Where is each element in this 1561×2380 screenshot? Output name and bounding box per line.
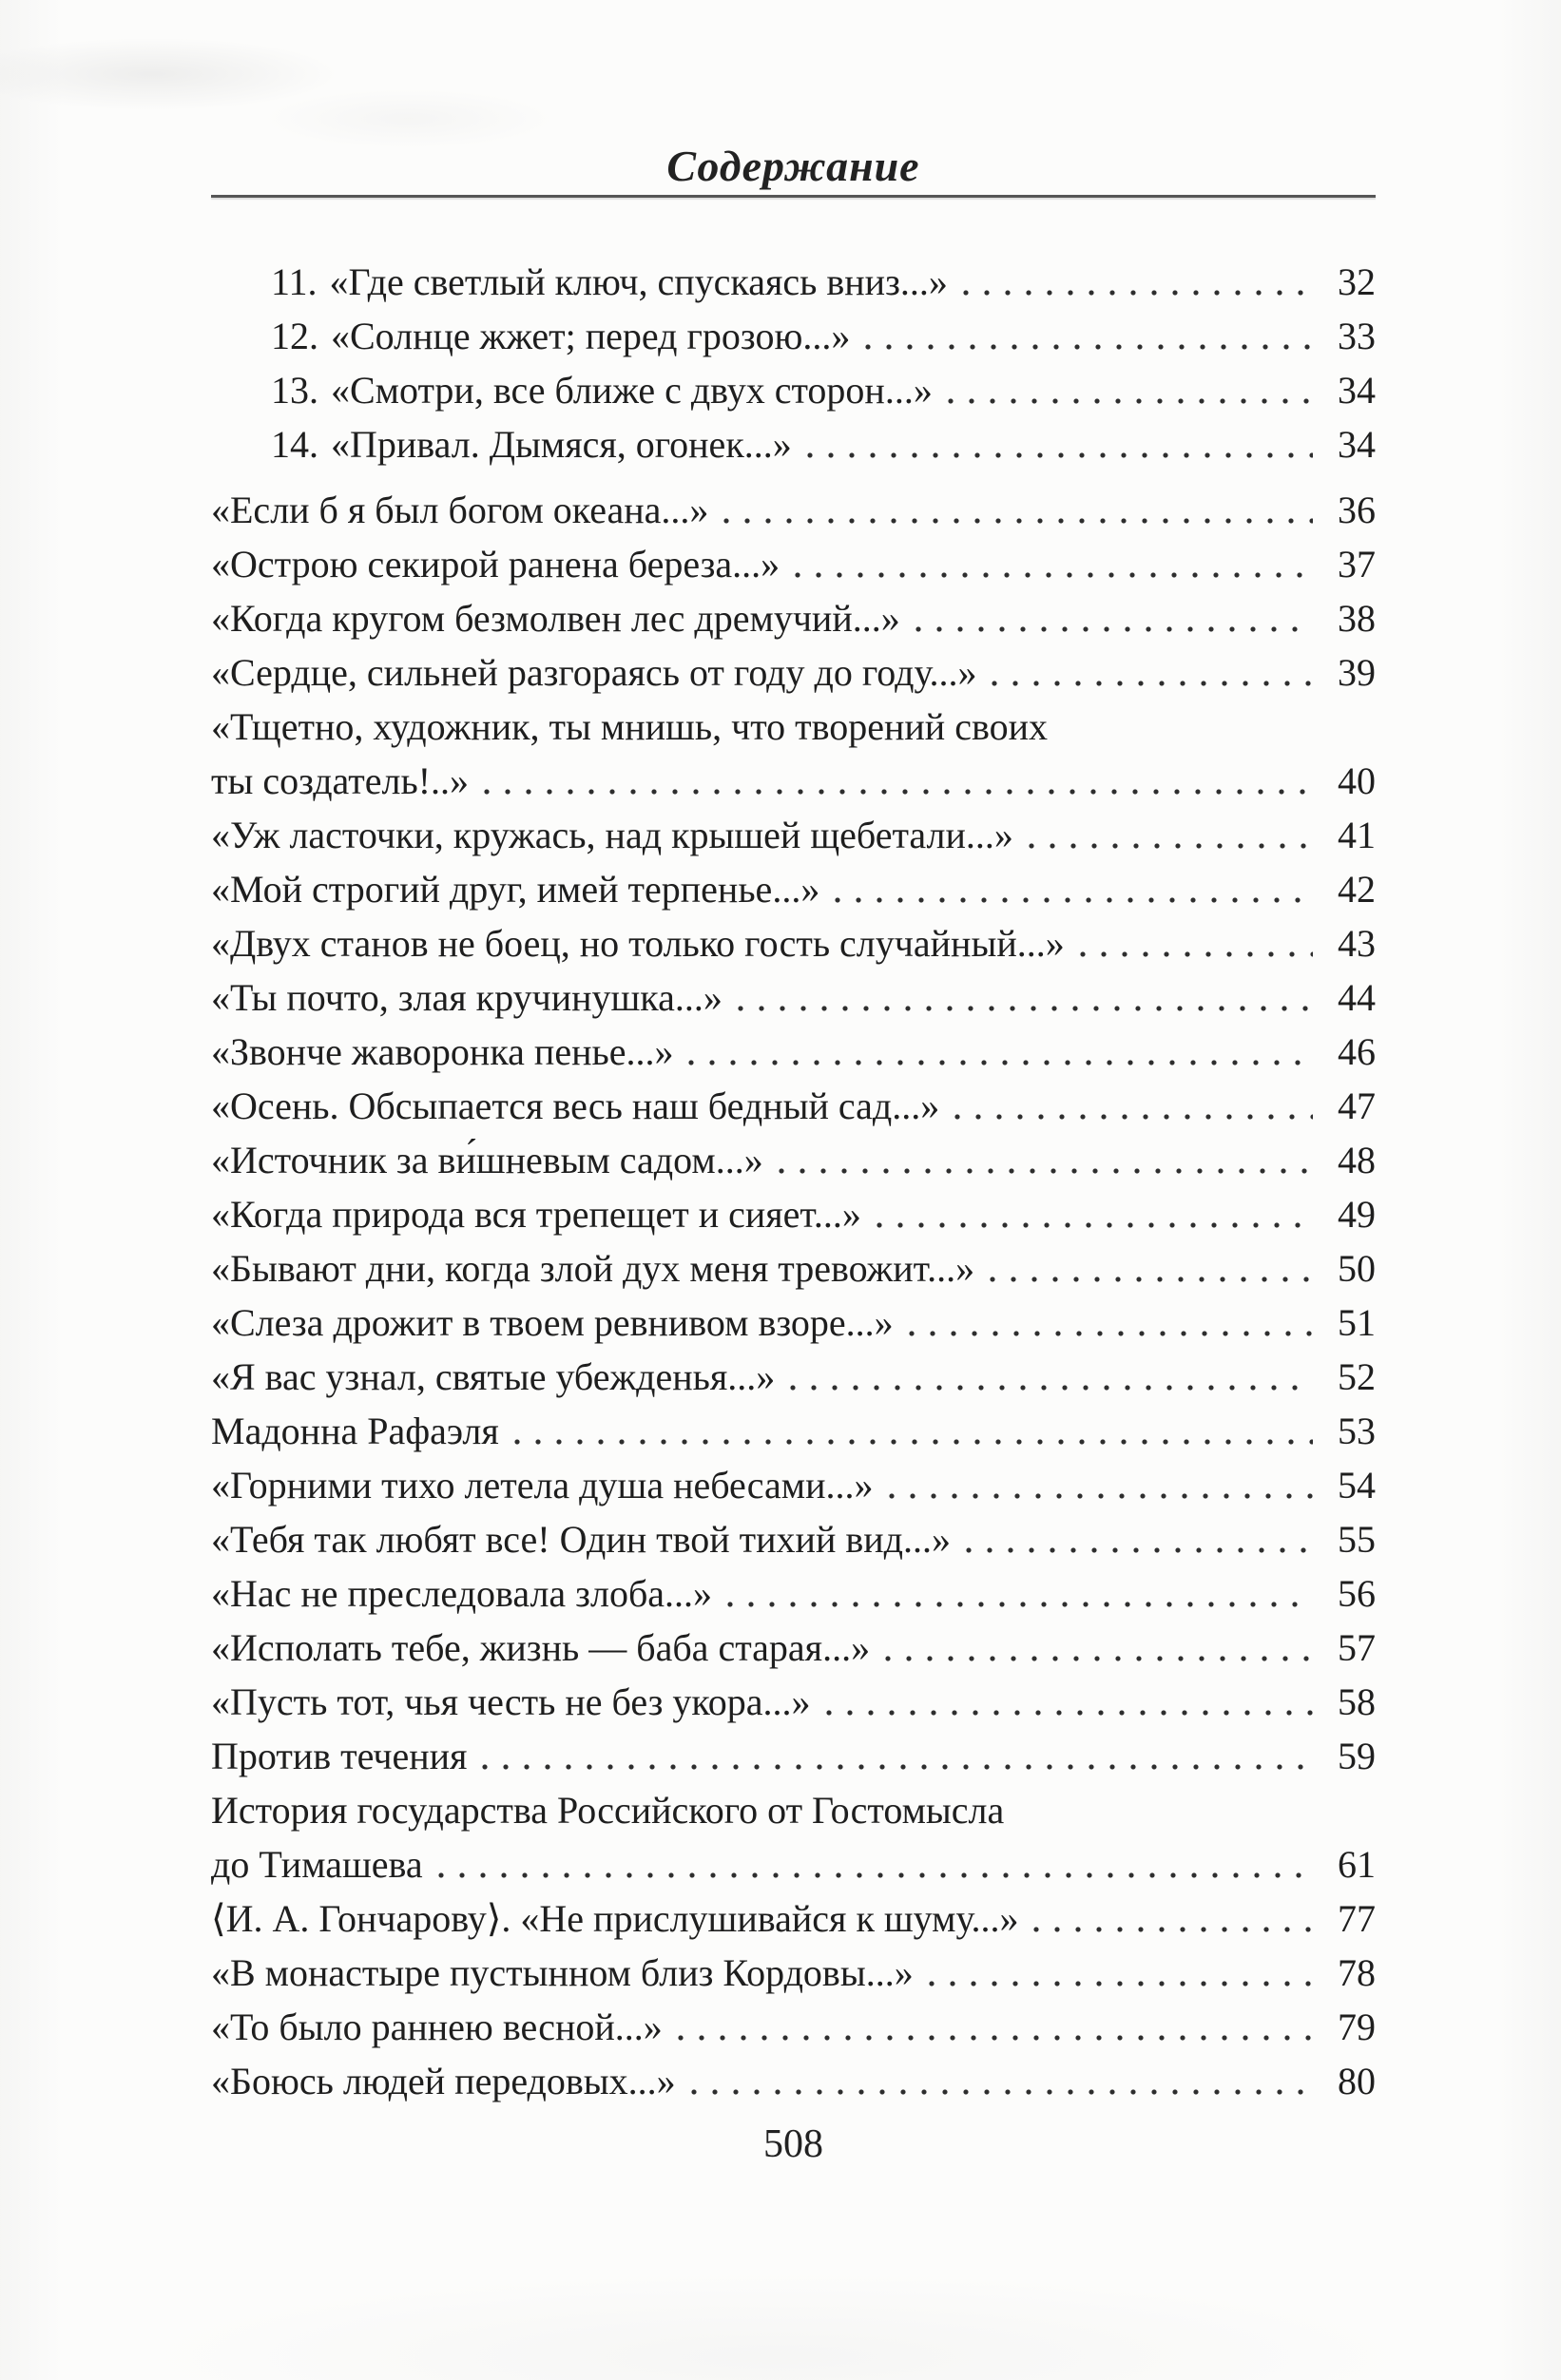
dot-leader <box>670 2000 1313 2054</box>
toc-entry-row <box>211 255 1376 309</box>
toc-entry-row <box>211 1241 1376 1296</box>
toc-entry-row <box>211 1566 1376 1621</box>
dot-leader <box>1021 808 1313 862</box>
toc-entry-label: «Пусть тот, чья честь не без укора...» <box>211 1680 811 1723</box>
toc-entry-page: 78 <box>1338 1951 1376 1994</box>
toc-entry-label: «Тебя так любят все! Один твой тихий вид...» <box>211 1518 951 1561</box>
toc-entry <box>211 1675 1376 1729</box>
toc-entry-row <box>211 1783 1376 1837</box>
toc-entry <box>211 1133 1376 1187</box>
toc-entry-label: ты создатель!..» <box>211 759 470 802</box>
toc-entry-row <box>211 754 1376 808</box>
toc-entry-row <box>211 2054 1376 2108</box>
toc-entry-row <box>211 700 1376 754</box>
dot-leader <box>877 1621 1313 1675</box>
toc-entry-label: ⟨И. А. Гончарову⟩. «Не прислушивайся к шуму...» <box>211 1897 1019 1940</box>
toc-entry-label: «Мой строгий друг, имей терпенье...» <box>211 868 820 911</box>
toc-entry-page: 52 <box>1338 1355 1376 1398</box>
dot-leader <box>681 1025 1313 1079</box>
toc-entry-page: 59 <box>1338 1735 1376 1777</box>
toc-entry-row <box>211 309 1376 363</box>
toc-entry-row <box>211 862 1376 916</box>
toc-entry-page: 55 <box>1338 1518 1376 1561</box>
toc-entry-label: «Слеза дрожит в твоем ревнивом взоре...» <box>211 1301 894 1344</box>
toc-entry <box>211 1404 1376 1458</box>
dot-leader <box>1026 1891 1313 1946</box>
toc-entry <box>211 700 1376 808</box>
toc-entry <box>211 363 1376 417</box>
toc-entry-label: «Осень. Обсыпается весь наш бедный сад...» <box>211 1084 940 1127</box>
toc-entry <box>211 1891 1376 1946</box>
page-content <box>211 0 1376 2108</box>
toc-entry-row <box>211 645 1376 700</box>
toc-entry-row <box>211 916 1376 970</box>
dot-leader <box>955 255 1313 309</box>
toc-entry-label: «Когда природа вся трепещет и сияет...» <box>211 1193 861 1236</box>
toc-entry-page: 51 <box>1338 1301 1376 1344</box>
toc-entry-page: 36 <box>1338 489 1376 531</box>
toc-entry-row <box>211 970 1376 1025</box>
toc-entry-row <box>211 1133 1376 1187</box>
toc-entry <box>211 255 1376 309</box>
toc-entry-row <box>211 1891 1376 1946</box>
toc-list <box>211 255 1376 2108</box>
dot-leader <box>431 1837 1313 1891</box>
toc-entry-page: 57 <box>1338 1626 1376 1669</box>
toc-entry-row <box>211 537 1376 591</box>
toc-entry-page: 43 <box>1338 922 1376 965</box>
toc-entry-label: «В монастыре пустынном близ Кордовы...» <box>211 1951 914 1994</box>
dot-leader <box>947 1079 1313 1133</box>
toc-entry-page: 46 <box>1338 1030 1376 1073</box>
toc-entry-label: «Источник за ви́шневым садом...» <box>211 1139 763 1181</box>
dot-leader <box>476 754 1313 808</box>
toc-entry-row <box>211 1512 1376 1566</box>
dot-leader <box>730 970 1313 1025</box>
dot-leader <box>921 1946 1313 2000</box>
toc-entry <box>211 645 1376 700</box>
toc-entry-page: 56 <box>1338 1572 1376 1615</box>
toc-entry <box>211 916 1376 970</box>
toc-entry <box>211 970 1376 1025</box>
dot-leader <box>771 1133 1313 1187</box>
toc-entry-row <box>211 1458 1376 1512</box>
toc-entry-page: 40 <box>1338 759 1376 802</box>
toc-entry-row <box>211 363 1376 417</box>
dot-leader <box>940 363 1313 417</box>
dot-leader <box>901 1296 1313 1350</box>
page-header <box>211 0 1376 198</box>
dot-leader <box>958 1512 1313 1566</box>
dot-leader <box>1072 916 1313 970</box>
toc-entry-label: «Смотри, все ближе с двух сторон...» <box>331 369 933 412</box>
toc-entry-row <box>211 1729 1376 1783</box>
toc-entry-label: «Уж ласточки, кружась, над крышей щебетали...» <box>211 814 1013 856</box>
toc-entry <box>211 1187 1376 1241</box>
toc-entry-label: «Бывают дни, когда злой дух меня тревожит...» <box>211 1247 975 1290</box>
toc-entry-label: «Острою секирой ранена береза...» <box>211 543 780 585</box>
toc-entry-number: 14. <box>271 423 318 466</box>
toc-entry-row <box>211 1675 1376 1729</box>
toc-entry-page: 58 <box>1338 1680 1376 1723</box>
toc-entry-label: до Тимашева <box>211 1843 423 1886</box>
toc-entry-label: «Ты почто, злая кручинушка...» <box>211 976 723 1019</box>
toc-entry <box>211 1025 1376 1079</box>
toc-entry <box>211 1241 1376 1296</box>
dot-leader <box>716 483 1313 537</box>
toc-entry-label: «Тщетно, художник, ты мнишь, что творений своих <box>211 705 1048 748</box>
toc-entry-row <box>211 808 1376 862</box>
toc-entry-page: 77 <box>1338 1897 1376 1940</box>
toc-entry-label: «Когда кругом безмолвен лес дремучий...» <box>211 597 900 640</box>
dot-leader <box>800 417 1313 471</box>
toc-entry <box>211 808 1376 862</box>
toc-entry-label: «Горними тихо летела душа небесами...» <box>211 1464 874 1507</box>
toc-entry-label: «Я вас узнал, святые убежденья...» <box>211 1355 776 1398</box>
dot-leader <box>819 1675 1313 1729</box>
toc-entry-row <box>211 1079 1376 1133</box>
page-title: Содержание <box>666 142 920 190</box>
toc-entry <box>211 1566 1376 1621</box>
dot-leader <box>908 591 1313 645</box>
toc-entry-number: 12. <box>271 315 318 357</box>
toc-entry-page: 53 <box>1338 1410 1376 1452</box>
toc-entry-row <box>211 1296 1376 1350</box>
toc-entry-page: 47 <box>1338 1084 1376 1127</box>
toc-entry-page: 49 <box>1338 1193 1376 1236</box>
dot-leader <box>474 1729 1313 1783</box>
toc-entry-row <box>211 483 1376 537</box>
toc-entry-label: «Сердце, сильней разгораясь от году до году...» <box>211 651 977 694</box>
toc-entry <box>211 862 1376 916</box>
toc-entry <box>211 2054 1376 2108</box>
toc-entry-row <box>211 1946 1376 2000</box>
toc-entry-row <box>211 1350 1376 1404</box>
toc-entry-page: 44 <box>1338 976 1376 1019</box>
toc-entry <box>211 1783 1376 1891</box>
toc-entry <box>211 1296 1376 1350</box>
toc-entry-number: 13. <box>271 369 318 412</box>
toc-entry <box>211 417 1376 471</box>
toc-entry <box>211 2000 1376 2054</box>
toc-entry-row <box>211 1621 1376 1675</box>
dot-leader <box>787 537 1313 591</box>
toc-entry-label: «Нас не преследовала злоба...» <box>211 1572 713 1615</box>
dot-leader <box>982 1241 1313 1296</box>
toc-entry-page: 39 <box>1338 651 1376 694</box>
toc-entry-label: «Боюсь людей передовых...» <box>211 2060 676 2102</box>
dot-leader <box>881 1458 1313 1512</box>
toc-entry <box>211 1350 1376 1404</box>
toc-entry <box>211 1729 1376 1783</box>
toc-entry-label: «Где светлый ключ, спускаясь вниз...» <box>329 260 948 303</box>
page-footer <box>211 2121 1376 2167</box>
toc-entry-label: «Солнце жжет; перед грозою...» <box>331 315 851 357</box>
toc-entry-row <box>211 1187 1376 1241</box>
toc-entry-label: «То было раннею весной...» <box>211 2006 663 2048</box>
toc-entry-label: «Если б я был богом океана...» <box>211 489 709 531</box>
toc-entry-row <box>211 1837 1376 1891</box>
toc-entry-page: 80 <box>1338 2060 1376 2102</box>
dot-leader <box>869 1187 1313 1241</box>
toc-entry-row <box>211 1025 1376 1079</box>
page-number: 508 <box>763 2122 823 2166</box>
header-rule <box>211 195 1376 198</box>
toc-entry <box>211 1946 1376 2000</box>
toc-entry-page: 37 <box>1338 543 1376 585</box>
toc-entry-page: 54 <box>1338 1464 1376 1507</box>
dot-leader <box>984 645 1313 700</box>
toc-entry-label: «Звонче жаворонка пенье...» <box>211 1030 674 1073</box>
toc-entry <box>211 1458 1376 1512</box>
toc-entry-page: 38 <box>1338 597 1376 640</box>
toc-entry-label: «Исполать тебе, жизнь — баба старая...» <box>211 1626 871 1669</box>
toc-entry-label: История государства Российского от Гостомысла <box>211 1789 1005 1832</box>
toc-entry <box>211 537 1376 591</box>
dot-leader <box>782 1350 1313 1404</box>
toc-entry <box>211 591 1376 645</box>
toc-entry-page: 34 <box>1338 369 1376 412</box>
toc-entry <box>211 483 1376 537</box>
toc-entry-page: 33 <box>1338 315 1376 357</box>
toc-entry-label: «Привал. Дымяся, огонек...» <box>331 423 792 466</box>
toc-entry-label: Мадонна Рафаэля <box>211 1410 499 1452</box>
toc-entry-row <box>211 591 1376 645</box>
toc-entry-label: Против течения <box>211 1735 468 1777</box>
dot-leader <box>684 2054 1313 2108</box>
toc-entry-page: 79 <box>1338 2006 1376 2048</box>
toc-entry-page: 48 <box>1338 1139 1376 1181</box>
toc-entry-page: 41 <box>1338 814 1376 856</box>
dot-leader <box>720 1566 1313 1621</box>
toc-entry <box>211 1079 1376 1133</box>
toc-entry-label: «Двух станов не боец, но только гость случайный...» <box>211 922 1065 965</box>
toc-entry-row <box>211 2000 1376 2054</box>
toc-entry-row <box>211 1404 1376 1458</box>
toc-entry-row <box>211 417 1376 471</box>
toc-entry <box>211 1621 1376 1675</box>
toc-entry-page: 50 <box>1338 1247 1376 1290</box>
toc-entry <box>211 309 1376 363</box>
toc-entry-page: 34 <box>1338 423 1376 466</box>
toc-entry-page: 61 <box>1338 1843 1376 1886</box>
toc-entry-page: 42 <box>1338 868 1376 911</box>
dot-leader <box>827 862 1313 916</box>
toc-entry-number: 11. <box>271 260 318 303</box>
toc-entry-page: 32 <box>1338 260 1376 303</box>
dot-leader <box>858 309 1313 363</box>
toc-entry <box>211 1512 1376 1566</box>
dot-leader <box>507 1404 1313 1458</box>
